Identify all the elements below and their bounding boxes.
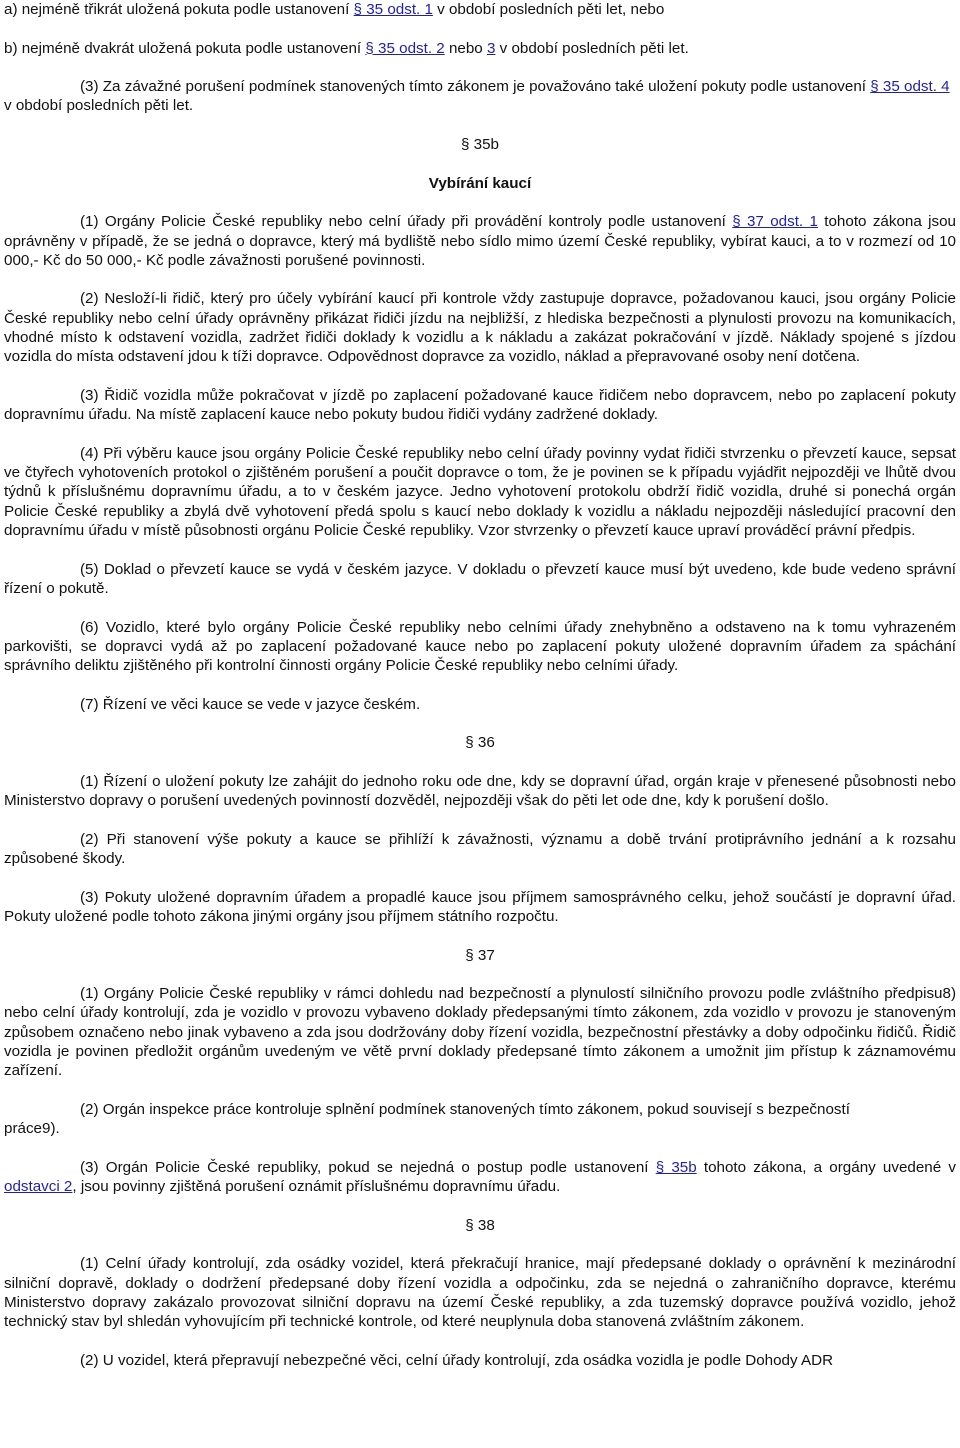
section-36-number: § 36 <box>465 734 495 752</box>
link-odstavci-2[interactable]: odstavci 2 <box>4 1178 73 1196</box>
link-odst-3[interactable]: 3 <box>486 39 496 57</box>
s37-paragraph-2: (2) Orgán inspekce práce kontroluje splnění podmínek stanovených tímto zákonem, pokud souvisejí s bezpečností <box>80 1100 850 1118</box>
item-a: a) nejméně třikrát uložená pokuta podle ustanovení § 35 odst. 1 v období posledních pěti let, nebo <box>4 1 665 18</box>
paragraph-3: (3) Za závažné porušení podmínek stanovených tímto zákonem je považováno také uložení pokuty podle ustanovení § 35 odst. 4 v období posledních pěti let. <box>4 78 950 115</box>
s38-paragraph-2: (2) U vozidel, která přepravují nebezpečné věci, celní úřady kontrolují, zda osádka vozidla je podle Dohody ADR <box>80 1351 834 1369</box>
s35b-paragraph-6: (6) Vozidlo, které bylo orgány Policie České republiky nebo celními úřady znehybněno a odstaveno na k tomu vyhrazeném parkovišti, se dopravci vydá až po zaplacení požadované kauce nebo po zaplacení pokuty uložené dopravním úřadem za spáchání správního deliktu zjištěného při kontrolní činnosti orgány Policie České republiky nebo celními úřady. <box>4 618 956 675</box>
section-35b-number: § 35b <box>460 136 499 154</box>
section-37-number: § 37 <box>465 946 495 964</box>
s37-paragraph-3: (3) Orgán Policie České republiky, pokud se nejedná o postup podle ustanovení § 35b tohoto zákona, a orgány uvedené v odstavci 2, jsou povinny zjištěná porušení oznámit příslušnému dopravnímu úřadu. <box>4 1158 956 1196</box>
link-35b[interactable]: § 35b <box>655 1158 697 1176</box>
s36-paragraph-1: (1) Řízení o uložení pokuty lze zahájit do jednoho roku ode dne, kdy se dopravní úřad, orgán kraje v přenesené působnosti nebo Ministerstvo dopravy o porušení uvedených povinností dozvěděl, nejpozději však do pěti let ode dne, kdy k porušení došlo. <box>4 772 956 810</box>
item-b: b) nejméně dvakrát uložená pokuta podle ustanovení § 35 odst. 2 nebo 3 v období posledních pěti let. <box>4 39 689 57</box>
s37-paragraph-2-tail: práce9). <box>4 1120 60 1138</box>
section-38-number: § 38 <box>465 1216 495 1234</box>
link-35-odst-1[interactable]: § 35 odst. 1 <box>353 1 433 18</box>
s35b-paragraph-5: (5) Doklad o převzetí kauce se vydá v českém jazyce. V dokladu o převzetí kauce musí být uvedeno, kde bude vedeno správní řízení o pokutě. <box>4 560 956 597</box>
s36-paragraph-2: (2) Při stanovení výše pokuty a kauce se přihlíží k závažnosti, významu a době trvání protiprávního jednání a k rozsahu způsobené škody. <box>4 830 956 868</box>
s35b-paragraph-7: (7) Řízení ve věci kauce se vede v jazyce českém. <box>80 695 421 713</box>
s35b-paragraph-2: (2) Nesloží-li řidič, který pro účely vybírání kaucí při kontrole vždy zastupuje dopravce, požadovanou kauci, jsou orgány Policie České republiky nebo celní úřady oprávněny přikázat řidiči jízdu na nejbližší, z hlediska bezpečnosti a plynulosti provozu na komunikacích, vhodné místo k odstavení vozidla, zadržet řidiči doklady k vozidlu a k nákladu a zakázat pokračování v jízdě. Náklady spojené s jízdou vozidla do místa odstavení jdou k tíži dopravce. Odpovědnost dopravce za vozidlo, náklad a přepravované osoby není dotčena. <box>4 290 956 366</box>
document-page <box>4 0 956 1370</box>
s35b-paragraph-3: (3) Řidič vozidla může pokračovat v jízdě po zaplacení požadované kauce řidičem nebo dopravcem, nebo po zaplacení pokuty dopravnímu úřadu. Na místě zaplacení kauce nebo pokuty budou řidiči vydány zadržené doklady. <box>4 386 956 424</box>
s38-paragraph-1: (1) Celní úřady kontrolují, zda osádky vozidel, která překračují hranice, mají předepsané doklady o oprávnění k mezinárodní silniční dopravě, doklady o dodržení předepsané doby řízení vozidla a odpočinku, zda se nejedná o zahraničního dopravce, kterému Ministerstvo dopravy zakázalo provozovat silniční dopravu na území České republiky, a zda tuzemský dopravce používá vozidlo, jehož technický stav byl shledán vyhovujícím při technické kontrole, od které neuplynula doba stanovená zvláštním zákonem. <box>4 1255 956 1331</box>
s35b-paragraph-4: (4) Při výběru kauce jsou orgány Policie České republiky nebo celní úřady povinny vydat řidiči stvrzenku o převzetí kauce, sepsat ve čtyřech vyhotoveních protokol o zjištěném porušení a poučit dopravce o tom, že je povinen se k případu vyjádřit nejpozději ve lhůtě dvou týdnů k příslušnému dopravnímu úřadu, a to v českém jazyce. Jedno vyhotovení protokolu obdrží řidič vozidla, druhé si ponechá orgán Policie České republiky a zbylá dvě vyhotovení předá spolu s kaucí nebo doklady k vozidlu a nákladu nejpozději následující pracovní den dopravnímu úřadu v místě působnosti orgánu Policie České republiky. Vzor stvrzenky o převzetí kauce upraví prováděcí právní předpis. <box>4 444 956 540</box>
s35b-paragraph-1: (1) Orgány Policie České republiky nebo celní úřady při provádění kontroly podle ustanovení § 37 odst. 1 tohoto zákona jsou oprávněny v případě, že se jedná o dopravce, který má bydliště nebo sídlo mimo území České republiky, vybírat kauci, a to v rozmezí od 10 000,- Kč do 50 000,- Kč podle závažnosti porušené povinnosti. <box>4 213 956 269</box>
link-37-odst-1[interactable]: § 37 odst. 1 <box>732 213 818 231</box>
link-35-odst-2[interactable]: § 35 odst. 2 <box>365 39 445 57</box>
section-35b-title: Vybírání kaucí <box>428 174 532 192</box>
s37-paragraph-1: (1) Orgány Policie České republiky v rámci dohledu nad bezpečností a plynulostí silničního provozu podle zvláštního předpisu8) nebo celní úřady kontrolují, zda je vozidlo v provozu vybaveno doklady předepsanými tímto zákonem, zda vozidlo v provozu je stanoveným způsobem označeno nebo jinak vybaveno a zda jsou dodržovány doby řízení vozidla, bezpečnostní přestávky a doby odpočinku řidičů. Řidič vozidla je povinen předložit orgánům uvedeným ve větě první doklady předepsané tímto zákonem a umožnit jim přístup k záznamovému zařízení. <box>4 985 956 1080</box>
link-35-odst-4[interactable]: § 35 odst. 4 <box>870 78 950 96</box>
s36-paragraph-3: (3) Pokuty uložené dopravním úřadem a propadlé kauce jsou příjmem samosprávného celku, jehož součástí je dopravní úřad. Pokuty uložené podle tohoto zákona jinými orgány jsou příjmem státního rozpočtu. <box>4 888 956 925</box>
